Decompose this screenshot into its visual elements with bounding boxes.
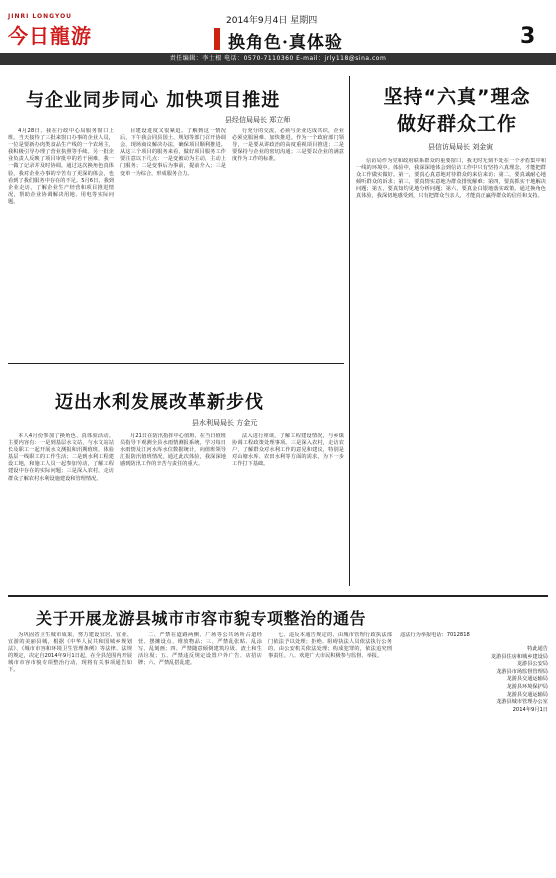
- newspaper-logo: 今日龍游: [8, 24, 92, 48]
- signatory: 龙游县住房和城乡建设局: [490, 653, 548, 660]
- article-divider: [8, 363, 344, 364]
- article3-byline: 县水利局局长 方金元: [192, 419, 258, 427]
- notice-signatories: [400, 646, 548, 714]
- notice-title: 关于开展龙游县城市市容市貌专项整治的通告: [36, 609, 367, 628]
- notice-divider: [8, 595, 548, 597]
- notice-column-3: 七、违反本通告规定的，由城市管理行政执法部门依法予以处理；拒绝、阻碍执法人员依法执行公务的，由公安机关依法处理；构成犯罪的，依法追究刑事责任。八、欢迎广大市民积极参与监督、举报。: [268, 632, 392, 660]
- article3-column-1: 本人4月份参加了换角色、真体验活动。主要内容有：一是到基层水文站，与水文站站长及职工一起开展水文测报和汛期值班，体验基层一线职工的工作生活；二是到水利工程建设工地，和施工人员一起参加劳动，了解工程建设中存在的实际问题；三是深入农村，走访群众了解农村水利设施建设和管理情况。: [8, 433, 114, 482]
- notice-column-1: 为巩固省卫生城市成果，努力建设宜居、宜业、宜游的美丽县城，根据《中华人民共和国城乡规划法》、《城市市容和环境卫生管理条例》等法律、法规的规定，决定自2014年9月1日起，在全县范围内开展城市市容市貌专项整治行动，现将有关事项通告如下。: [8, 632, 132, 674]
- signatory: 龙游县交通运输局: [506, 691, 548, 698]
- notice-hotline: 违法行为举报电话：7012818: [400, 632, 470, 638]
- signatory: 龙游县市场监督管理局: [496, 668, 548, 675]
- article3-column-2: 月21日在防汛指挥中心值班，在当日值班员指导下观测全县水雨情测报系统，学习每日水雨情及江河水库水位数据统计，向值班领导汇报防汛值班情况。通过此次体验，我深深地感到防汛工作的辛苦与责任的重大。: [120, 433, 226, 468]
- section-marker: [214, 28, 220, 50]
- signatory: 特此通告: [527, 646, 548, 652]
- section-title: 换角色·真体验: [228, 33, 343, 53]
- article3-headline: 迈出水利发展改革新步伐: [55, 392, 264, 413]
- article1-column-1: 4月28日，我在行政中心局服务窗口上班。当天接待了三批来窗口办事的企业人员，一位是要新办肉类食品生产线的一个农场主，我积极引导办理了营业执照等手续。另一批企业负责人反映了项目审批中的若干困难，我一一做了记录并及时协调。通过这次换角色真体验，我对企业办事的辛苦有了更深的体会，也看到了我们服务中存在的不足。5月6日，我到企业走访，了解企业生产经营和项目推进情况，帮助企业协调解决用地、用电等实际问题。: [8, 128, 114, 205]
- column-divider: [349, 76, 350, 586]
- signatory: 龙游县环境保护局: [506, 683, 548, 690]
- signatory: 龙游县交通运输局: [506, 676, 548, 683]
- notice-date: 2014年9月1日: [512, 706, 548, 713]
- page-number: 3: [520, 24, 536, 49]
- article1-byline: 县经信局局长 郑立师: [225, 116, 291, 124]
- article2-headline: 坚持“六真”理念 做好群众工作: [383, 86, 531, 135]
- issue-date: 2014年9月4日 星期四: [226, 16, 318, 26]
- signatory: 龙游县城市管理办公室: [496, 699, 548, 706]
- signatory: 龙游县公安局: [516, 661, 548, 668]
- article1-column-3: 行充分的交流，必须与企业达成共识，企业必须克服困难、加快推进。作为一个政府部门领导，一是要从讲政治的高度重视项目推进；二是要保持与企业的密切沟通；三是要以企业的满意度作为工作的标准。: [232, 128, 344, 163]
- article1-headline: 与企业同步同心 加快项目推进: [26, 90, 281, 111]
- logo-pinyin: JINRI LONGYOU: [8, 13, 73, 20]
- editor-info-bar: 责任编辑：李士根 电话：0570-7110360 E-mail：jrly118@sina.com: [0, 53, 556, 65]
- article2-byline: 县信访局局长 刘金寅: [428, 143, 494, 151]
- article2-body: 信访局作为党和政府联系群众的重要窗口，我无时无刻不处在一个矛盾集中和一线的环境中。体验中，我深深地体会到信访工作中只有坚持六真理念，才能把群众工作做实做好。第一，要真心真意地对待群众的来信来访；第二，要真诚耐心地倾听群众的诉求；第三，要真情实意地为群众排忧解难；第四，要真抓实干地解决问题；第五，要真知灼见地分析问题；第六，要真金白银地落实政策。通过换角色真体验，我深切地感受到，只有把群众当亲人，才能真正赢得群众的信任和支持。: [356, 158, 546, 200]
- article1-column-2: 目建设进度又很紧迫。了解到这一情况后，下午我会同县国土、规划等部门召开协调会，现场商议解决办法，确保项目顺利推进。从这三个项目的服务来看，做好项目服务工作要注意以下几点：一是变被动为主动，主动上门服务；二是变事后为事前，提前介入；三是变单一为综合，形成服务合力。: [120, 128, 226, 177]
- article3-column-3: 法入进行座谈，了解工程建设情况，与乡镇协调工程政策处理事项。三是深入农村，走访农户，了解群众对水利工作的意见和建议，特别是对山塘水库、农田水利等方面的需求，为下一步工作打下基础。: [232, 433, 344, 468]
- notice-column-2: 二、严禁在道路两侧、广场等公共场所占道经营、摆摊设点、堆放物品；三、严禁乱张贴、乱涂写、乱刻画；四、严禁随意倾倒建筑垃圾、渣土和生活垃圾；五、严禁违反规定设置户外广告、店招店牌；六、严禁乱搭乱建。: [138, 632, 262, 667]
